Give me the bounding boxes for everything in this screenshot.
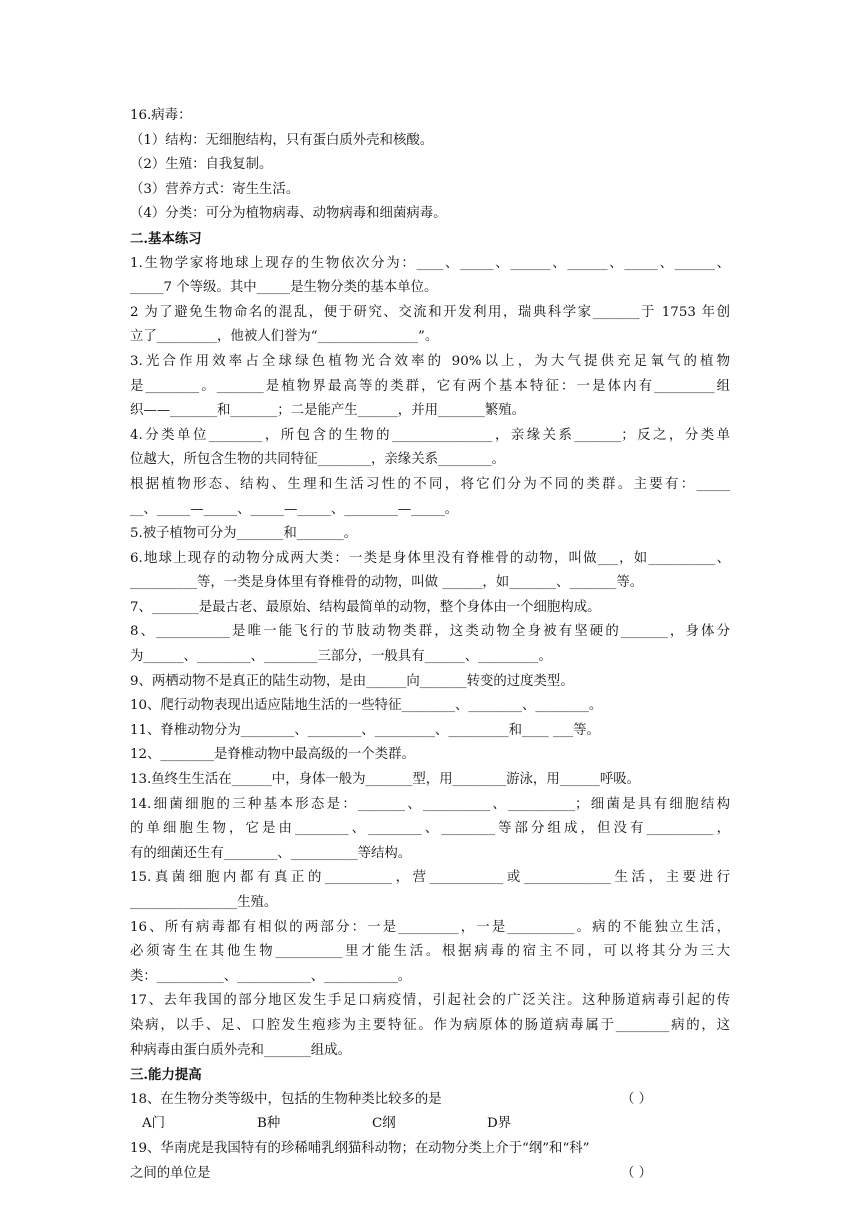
section-16-title: 16.病毒：	[130, 108, 192, 123]
question-18-options	[130, 1112, 730, 1137]
document-page	[130, 104, 730, 1186]
exercise-line: 7、_______是最古老、最原始、结构最简单的动物，整个身体由一个细胞构成。	[130, 599, 601, 615]
exercise-line: 位越大，所包含生物的共同特征________，亲缘关系________。	[130, 452, 505, 468]
exercise-line: 4.分类单位________，所包含的生物的_______________，亲缘关系_______；反之，分类单	[130, 427, 730, 443]
option-a: A门	[142, 1116, 166, 1132]
section-heading-basic: 二.基本练习	[130, 230, 202, 247]
exercise-line: 15.真菌细胞内都有真正的__________，营___________或_____________生活，主要进行	[130, 870, 730, 886]
exercise-line: 13.鱼终生生活在______中，身体一般为_______型，用________游泳，用______呼吸。	[130, 772, 641, 788]
exercise-line: 5.被子植物可分为_______和_______。	[130, 526, 358, 542]
exercise-line: 16、所有病毒都有相似的两部分：一是_________，一是__________。病的不能独立生活，	[130, 919, 730, 935]
question-19	[130, 1162, 730, 1187]
virus-reproduction: （2）生殖：自我复制。	[130, 157, 273, 173]
exercise-line: 织——_______和_______；二是能产生______，并用_______繁殖。	[130, 403, 526, 419]
exercise-line: 是________。_______是植物界最高等的类群，它有两个基本特征：一是体内有_________组	[130, 378, 730, 394]
exercise-line: 17、去年我国的部分地区发生手足口病疫情，引起社会的广泛关注。这种肠道病毒引起的传	[130, 993, 730, 1009]
virus-classification: （4）分类：可分为植物病毒、动物病毒和细菌病毒。	[130, 206, 447, 222]
question-19-stem: 之间的单位是	[130, 1165, 211, 1181]
exercise-line: 12、________是脊椎动物中最高级的一个类群。	[130, 747, 415, 763]
exercise-line: 6.地球上现存的动物分成两大类：一类是身体里没有脊椎骨的动物，叫做___，如__________、	[130, 550, 730, 566]
virus-structure: （1）结构：无细胞结构，只有蛋白质外壳和核酸。	[130, 132, 434, 148]
exercise-line: __、_____—_____、_____—_____、________—_____。	[130, 501, 459, 517]
question-18-stem: 18、在生物分类等级中，包括的生物种类比较多的是	[130, 1091, 442, 1107]
option-c: C纲	[372, 1116, 396, 1132]
exercise-line: 为______、________、________三部分，一般具有______、_________。	[130, 649, 552, 665]
question-19-line1: 19、华南虎是我国特有的珍稀哺乳纲猫科动物；在动物分类上介于“纲”和“科”	[130, 1140, 590, 1156]
exercise-line: _____7 个等级。其中_____是生物分类的基本单位。	[130, 280, 438, 296]
option-d: D界	[487, 1116, 512, 1132]
exercise-line: 2 为了避免生物命名的混乱，便于研究、交流和开发利用，瑞典科学家_______于 1753 年创	[130, 304, 730, 320]
answer-blank: （ ）	[620, 1165, 652, 1181]
exercise-line: 3.光合作用效率占全球绿色植物光合效率的 90%以上，为大气提供充足氧气的植物	[130, 353, 730, 369]
exercise-line: 立了_________，他被人们誉为“_______________”。	[130, 329, 439, 345]
exercise-line: 染病，以手、足、口腔发生疱疹为主要特征。作为病原体的肠道病毒属于________病的，这	[130, 1017, 730, 1033]
exercise-line: 必须寄生在其他生物__________里才能生活。根据病毒的宿主不同，可以将其分为三大	[130, 944, 730, 960]
exercise-line: 的单细胞生物，它是由________、________、________等部分组成，但没有__________，	[130, 821, 730, 837]
exercise-line: 10、爬行动物表现出适应陆地生活的一些特征________、________、________。	[130, 698, 603, 714]
exercise-line: 种病毒由蛋白质外壳和_______组成。	[130, 1042, 351, 1058]
question-18	[130, 1088, 730, 1113]
exercise-line: 有的细菌还生有________、__________等结构。	[130, 845, 412, 861]
section-heading-ability: 三.能力提高	[130, 1067, 202, 1084]
exercise-line: 根据植物形态、结构、生理和生活习性的不同，将它们分为不同的类群。主要有：_____	[130, 476, 730, 492]
exercise-line: 1.生物学家将地球上现存的生物依次分为：____、_____、______、______、_____、______、	[130, 255, 730, 271]
exercise-line: 11、脊椎动物分为________、________、_________、_________和____ ___等。	[130, 722, 600, 738]
exercise-line: 14.细菌细胞的三种基本形态是：_______、__________、__________；细菌是具有细胞结构	[130, 796, 730, 812]
exercise-line: ________________生殖。	[130, 895, 278, 910]
option-b: B种	[257, 1116, 281, 1132]
exercise-line: 类：__________、___________、___________。	[130, 968, 412, 984]
exercise-line: __________等，一类是身体里有脊椎骨的动物，叫做 ______，如_______、_______等。	[130, 575, 644, 591]
virus-nutrition: （3）营养方式：寄生生活。	[130, 181, 300, 197]
exercise-line: 9、两栖动物不是真正的陆生动物，是由______向_______转变的过度类型。	[130, 673, 574, 689]
answer-blank: （ ）	[620, 1091, 652, 1107]
exercise-line: 8、___________是唯一能飞行的节肢动物类群，这类动物全身被有坚硬的_______，身体分	[130, 624, 730, 640]
basic-exercises	[130, 252, 730, 1064]
